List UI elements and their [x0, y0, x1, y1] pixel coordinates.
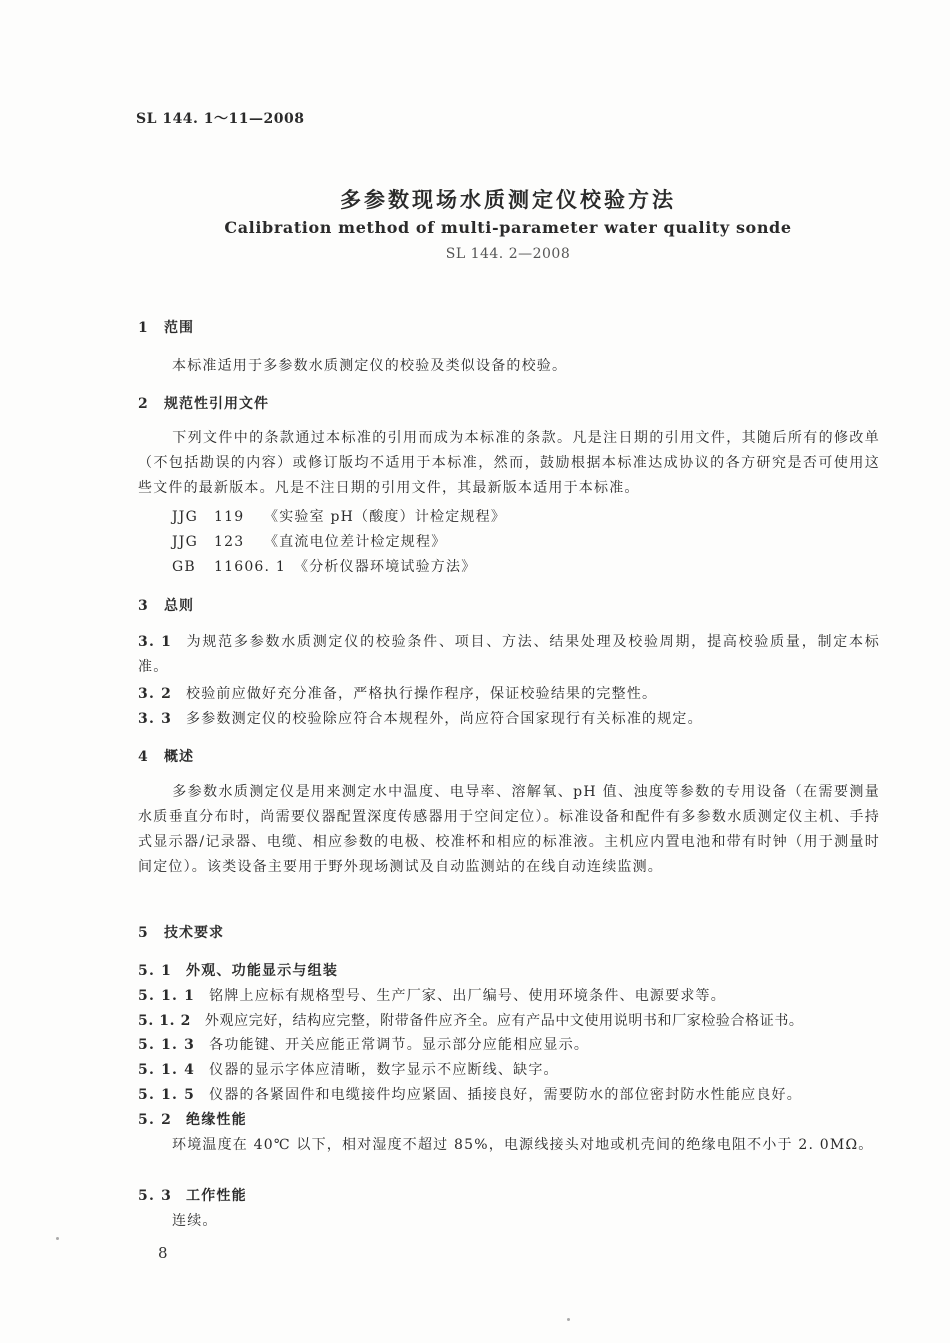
- clause-number: 3. 3: [138, 711, 173, 727]
- clause-5-2-body: [138, 1133, 880, 1158]
- clause-text: 多参数测定仪的校验除应符合本规程外，尚应符合国家现行有关标准的规定。: [186, 711, 703, 727]
- reference-item: [172, 531, 446, 551]
- clause-text: 环境温度在 40℃ 以下，相对湿度不超过 85%，电源线接头对地或机壳间的绝缘电阻不小于 2. 0MΩ。: [172, 1137, 874, 1153]
- clause-5-1-1: [138, 985, 726, 1005]
- clause-text: 铭牌上应标有规格型号、生产厂家、出厂编号、使用环境条件、电源要求等。: [209, 988, 726, 1004]
- section-title: 概述: [164, 749, 194, 765]
- section-2-heading: [138, 393, 269, 413]
- ref-code: JJG: [172, 509, 199, 525]
- clause-3-1: [138, 630, 880, 680]
- clause-number: 5. 1. 3: [138, 1037, 196, 1053]
- section-title: 总则: [164, 598, 194, 614]
- subsection-5-2-heading: [138, 1109, 247, 1129]
- ref-code: GB: [172, 559, 196, 575]
- ref-number: 11606. 1: [214, 559, 286, 575]
- document-subcode: SL 144. 2—2008: [445, 246, 571, 262]
- section-title: 规范性引用文件: [164, 396, 269, 412]
- clause-text: 各功能键、开关应能正常调节。显示部分应能相应显示。: [209, 1037, 590, 1053]
- section-3-heading: [138, 595, 194, 615]
- clause-number: 3. 2: [138, 686, 173, 702]
- clause-5-1-4: [138, 1059, 559, 1079]
- ref-number: 119: [214, 509, 245, 525]
- clause-3-3: [138, 708, 703, 728]
- section-number: 3: [138, 598, 149, 614]
- scan-speck: [567, 1318, 570, 1321]
- reference-item: [172, 506, 506, 526]
- clause-number: 5. 1: [138, 963, 173, 979]
- section-4-body: [138, 780, 880, 880]
- section-number: 5: [138, 925, 149, 941]
- reference-item: [172, 556, 476, 576]
- document-title-en: Calibration method of multi-parameter water quality sonde: [224, 218, 792, 237]
- ref-number: 123: [214, 534, 245, 550]
- clause-5-3-body: 连续。: [172, 1213, 218, 1229]
- clause-5-1-3: [138, 1034, 589, 1054]
- clause-number: 5. 1. 1: [138, 988, 196, 1004]
- ref-name: 《分析仪器环境试验方法》: [294, 559, 477, 575]
- subsection-title: 绝缘性能: [186, 1112, 247, 1128]
- section-4-text: 多参数水质测定仪是用来测定水中温度、电导率、溶解氧、pH 值、浊度等参数的专用设备（在需要测量水质垂直分布时，尚需要仪器配置深度传感器用于空间定位）。标准设备和配件有多参数水质测定仪主机、手持式显示器/记录器、电缆、相应参数的电极、校准杯和相应的标准液。主机应内置电池和带有时钟（用于测量时间定位）。该类设备主要用于野外现场测试及自动监测站的在线自动连续监测。: [138, 784, 880, 875]
- section-4-heading: [138, 746, 194, 766]
- section-number: 2: [138, 396, 149, 412]
- clause-5-1-2: [138, 1010, 804, 1030]
- section-2-body: [138, 426, 880, 501]
- clause-number: 5. 3: [138, 1188, 173, 1204]
- clause-number: 3. 1: [138, 634, 173, 650]
- standard-code-header: SL 144. 1～11—2008: [136, 111, 305, 127]
- clause-number: 5. 1. 2: [138, 1013, 191, 1029]
- section-title: 技术要求: [164, 925, 224, 941]
- clause-text: 校验前应做好充分准备，严格执行操作程序，保证校验结果的完整性。: [186, 686, 658, 702]
- section-1-body: 本标准适用于多参数水质测定仪的校验及类似设备的校验。: [172, 358, 568, 374]
- section-1-heading: [138, 317, 194, 337]
- clause-text: 为规范多参数水质测定仪的校验条件、项目、方法、结果处理及校验周期，提高校验质量，制定本标准。: [138, 634, 880, 675]
- page-number: 8: [158, 1244, 168, 1262]
- clause-number: 5. 2: [138, 1112, 173, 1128]
- section-number: 1: [138, 320, 149, 336]
- section-number: 4: [138, 749, 149, 765]
- section-title: 范围: [164, 320, 194, 336]
- ref-name: 《直流电位差计检定规程》: [264, 534, 447, 550]
- scan-speck: [56, 1237, 59, 1240]
- clause-text: 仪器的显示字体应清晰，数字显示不应断线、缺字。: [209, 1062, 559, 1078]
- ref-code: JJG: [172, 534, 199, 550]
- section-5-heading: [138, 922, 224, 942]
- clause-text: 外观应完好，结构应完整，附带备件应齐全。应有产品中文使用说明书和厂家检验合格证书。: [204, 1013, 804, 1029]
- subsection-5-3-heading: [138, 1185, 247, 1205]
- document-title-zh: 多参数现场水质测定仪校验方法: [340, 188, 676, 212]
- subsection-title: 工作性能: [186, 1188, 247, 1204]
- clause-number: 5. 1. 4: [138, 1062, 196, 1078]
- ref-name: 《实验室 pH（酸度）计检定规程》: [264, 509, 507, 525]
- clause-text: 仪器的各紧固件和电缆接件均应紧固、插接良好，需要防水的部位密封防水性能应良好。: [209, 1087, 802, 1103]
- clause-3-2: [138, 683, 657, 703]
- subsection-5-1-heading: [138, 960, 338, 980]
- section-2-text: 下列文件中的条款通过本标准的引用而成为本标准的条款。凡是注日期的引用文件，其随后所有的修改单（不包括勘误的内容）或修订版均不适用于本标准，然而，鼓励根据本标准达成协议的各方研究是否可使用这些文件的最新版本。凡是不注日期的引用文件，其最新版本适用于本标准。: [138, 430, 880, 496]
- subsection-title: 外观、功能显示与组装: [186, 963, 339, 979]
- clause-number: 5. 1. 5: [138, 1087, 196, 1103]
- clause-5-1-5: [138, 1084, 802, 1104]
